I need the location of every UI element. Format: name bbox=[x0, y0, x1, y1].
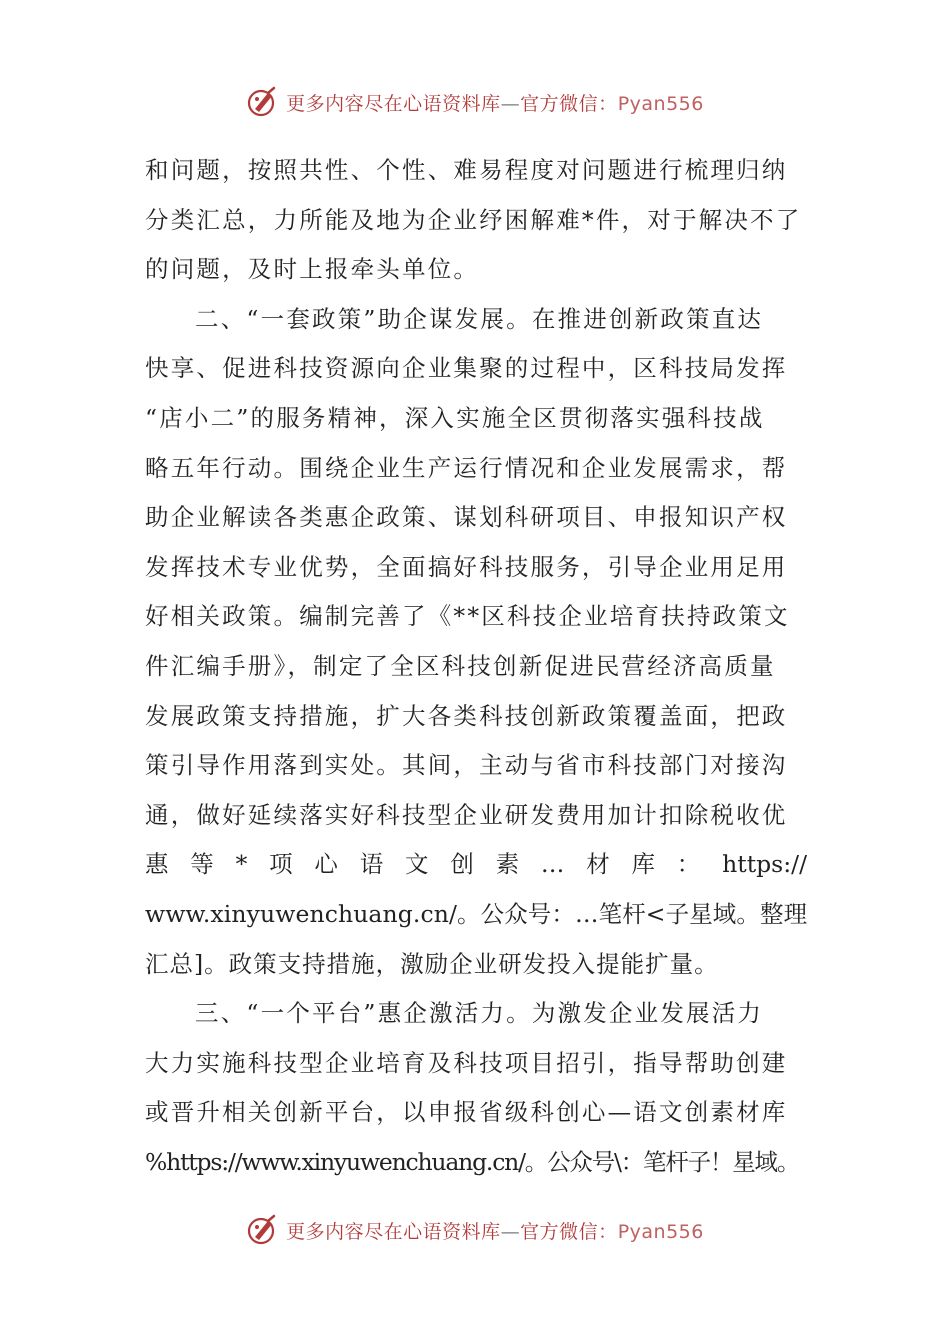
paragraph-line: 分类汇总，力所能及地为企业纾困解难*件，对于解决不了 bbox=[145, 205, 802, 234]
wechat-id: Pyan556 bbox=[617, 92, 704, 115]
footer-banner bbox=[0, 1210, 950, 1250]
paragraph-line: 惠等*项心语文创素…材库：https:// bbox=[145, 850, 807, 879]
pen-seal-icon bbox=[246, 1213, 280, 1247]
paragraph-line: 策引导作用落到实处。其间，主动与省市科技部门对接沟 bbox=[145, 751, 788, 780]
paragraph-line: 发展政策支持措施，扩大各类科技创新政策覆盖面，把政 bbox=[145, 701, 788, 730]
paragraph-line: “店小二”的服务精神，深入实施全区贯彻落实强科技战 bbox=[145, 403, 765, 432]
paragraph-line: 发挥技术专业优势，全面搞好科技服务，引导企业用足用 bbox=[145, 552, 788, 581]
paragraph-line: 的问题，及时上报牵头单位。 bbox=[145, 255, 480, 284]
paragraph-line: 快享、促进科技资源向企业集聚的过程中，区科技局发挥 bbox=[145, 354, 788, 383]
wechat-id: Pyan556 bbox=[617, 1220, 704, 1243]
paragraph-line: 通，做好延续落实好科技型企业研发费用加计扣除税收优 bbox=[145, 800, 788, 829]
paragraph-line: 和问题，按照共性、个性、难易程度对问题进行梳理归纳 bbox=[145, 156, 788, 184]
header-banner bbox=[0, 82, 950, 122]
paragraph-line: 好相关政策。编制完善了《**区科技企业培育扶持政策文 bbox=[145, 602, 790, 631]
paragraph-line: %https://www.xinyuwenchuang.cn/。公众号\：笔杆子！星域。 bbox=[145, 1147, 800, 1176]
section-heading-line: 三、“一个平台”惠企激活力。为激发企业发展活力 bbox=[195, 999, 764, 1028]
paragraph-line: 汇总]。政策支持措施，激励企业研发投入提能扩量。 bbox=[145, 949, 719, 978]
paragraph-line: 助企业解读各类惠企政策、谋划科研项目、申报知识产权 bbox=[145, 503, 788, 532]
paragraph-line: 大力实施科技型企业培育及科技项目招引，指导帮助创建 bbox=[145, 1048, 788, 1077]
paragraph-line: 略五年行动。围绕企业生产运行情况和企业发展需求，帮 bbox=[145, 453, 788, 482]
paragraph-line: 或晋升相关创新平台，以申报省级科创心—语文创素材库 bbox=[145, 1098, 788, 1127]
document-body bbox=[145, 146, 807, 1187]
paragraph-line: www.xinyuwenchuang.cn/。公众号：…笔杆<子星域。整理 bbox=[145, 899, 808, 928]
section-heading-line: 二、“一套政策”助企谋发展。在推进创新政策直达 bbox=[195, 304, 764, 333]
pen-seal-icon bbox=[246, 85, 280, 119]
banner-text: 更多内容尽在心语资料库—官方微信：Pyan556 bbox=[286, 1220, 704, 1243]
banner-text: 更多内容尽在心语资料库—官方微信：Pyan556 bbox=[286, 92, 704, 115]
paragraph-line: 件汇编手册》，制定了全区科技创新促进民营经济高质量 bbox=[145, 651, 776, 680]
